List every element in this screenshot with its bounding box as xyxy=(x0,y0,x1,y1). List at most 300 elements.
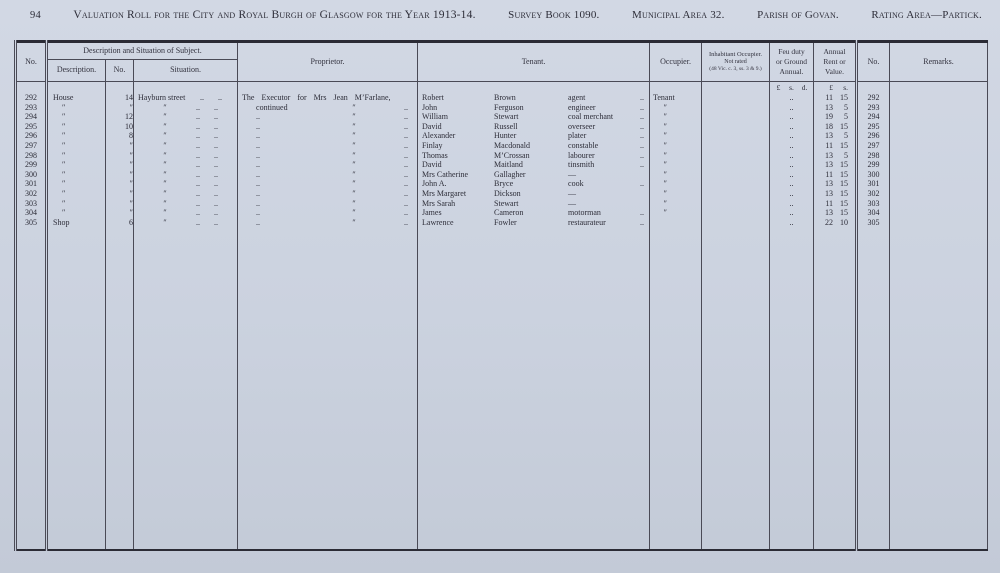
situation-text: ″ xyxy=(163,131,167,141)
cell: ″ xyxy=(106,141,134,151)
table-row xyxy=(16,199,988,209)
cell: 14 xyxy=(106,93,134,103)
cell xyxy=(890,122,988,132)
dots: .. xyxy=(214,112,218,122)
dots: .. xyxy=(640,112,645,122)
table-row xyxy=(16,122,988,132)
header-description: Description. xyxy=(47,60,106,82)
dots: .. xyxy=(218,93,222,102)
cell xyxy=(650,179,702,189)
rent-shillings: 5 xyxy=(844,150,849,160)
cell: 302 xyxy=(857,189,890,199)
dots: .. xyxy=(214,160,218,170)
cell: .. xyxy=(770,93,814,103)
municipal-area-label: Municipal Area 32. xyxy=(632,9,725,21)
tenant-forename: Mrs Margaret xyxy=(422,188,467,198)
cell xyxy=(814,93,857,103)
cell xyxy=(890,103,988,113)
dots: .. xyxy=(404,198,409,208)
cell xyxy=(238,179,418,189)
cell xyxy=(47,170,106,180)
tenant-occupation: — xyxy=(568,188,577,198)
cell xyxy=(16,227,47,550)
situation-text: ″ xyxy=(163,169,167,179)
tenant-forename: Thomas xyxy=(422,150,448,160)
rent-currency-labels: £ s. xyxy=(814,82,857,94)
tenant-forename: James xyxy=(422,208,442,218)
dots: .. xyxy=(196,121,200,131)
rent-pounds: 11 xyxy=(825,140,834,150)
parish-label: Parish of Govan. xyxy=(757,9,839,21)
situation-text: ″ xyxy=(163,198,167,208)
dots: .. xyxy=(196,112,200,122)
tenant-occupation: motorman xyxy=(568,208,601,218)
ditto-mark: ″ xyxy=(663,179,667,189)
header-proprietor: Proprietor. xyxy=(238,42,418,82)
cell xyxy=(702,122,770,132)
ditto-mark: ″ xyxy=(352,208,356,218)
tenant-occupation: cook xyxy=(568,179,584,189)
cell xyxy=(814,103,857,113)
ditto-mark: ″ xyxy=(663,140,667,150)
cell xyxy=(47,103,106,113)
rent-shillings: 10 xyxy=(840,217,849,227)
cell xyxy=(890,141,988,151)
cell xyxy=(650,112,702,122)
cell: 297 xyxy=(16,141,47,151)
table-row xyxy=(16,179,988,189)
cell xyxy=(890,218,988,228)
cell xyxy=(238,189,418,199)
situation-text: ″ xyxy=(163,179,167,189)
cell: 305 xyxy=(16,218,47,228)
dots: .. xyxy=(404,179,409,189)
cell xyxy=(418,93,650,103)
cell xyxy=(418,227,650,550)
tenant-occupation: overseer xyxy=(568,121,596,131)
cell: .. xyxy=(770,199,814,209)
ditto-mark: ″ xyxy=(352,217,356,227)
cell xyxy=(890,227,988,550)
ditto-mark: ″ xyxy=(62,121,66,131)
dots: .. xyxy=(196,131,200,141)
cell: 299 xyxy=(857,160,890,170)
tenant-surname: M’Crossan xyxy=(494,150,530,160)
dots: .. xyxy=(404,188,409,198)
cell: ″ xyxy=(106,151,134,161)
cell: 6 xyxy=(106,218,134,228)
tenant-forename: Finlay xyxy=(422,140,443,150)
cell xyxy=(134,93,238,103)
cell: ″ xyxy=(106,189,134,199)
table-row xyxy=(16,112,988,122)
dots: .. xyxy=(640,179,645,189)
cell: 296 xyxy=(857,131,890,141)
dots: .. xyxy=(196,198,200,208)
ditto-mark: ″ xyxy=(62,112,66,122)
cell xyxy=(134,227,238,550)
empty-filler-row xyxy=(16,227,988,550)
cell xyxy=(47,208,106,218)
proprietor-text: .. xyxy=(256,131,261,141)
cell xyxy=(418,151,650,161)
cell: 293 xyxy=(16,103,47,113)
ditto-mark: ″ xyxy=(663,169,667,179)
cell xyxy=(134,199,238,209)
dots: .. xyxy=(640,160,645,170)
ditto-mark: ″ xyxy=(62,131,66,141)
dots: .. xyxy=(214,208,218,218)
cell: 295 xyxy=(857,122,890,132)
cell: .. xyxy=(770,160,814,170)
dots: .. xyxy=(404,131,409,141)
cell xyxy=(238,170,418,180)
cell xyxy=(890,93,988,103)
description-text: Shop xyxy=(53,217,70,227)
situation-text: ″ xyxy=(163,112,167,122)
dots: .. xyxy=(214,217,218,227)
cell xyxy=(47,160,106,170)
proprietor-text: .. xyxy=(256,179,261,189)
cell: .. xyxy=(770,122,814,132)
cell xyxy=(702,218,770,228)
cell xyxy=(134,218,238,228)
dots: .. xyxy=(214,179,218,189)
dots: .. xyxy=(640,150,645,160)
rent-shillings: 15 xyxy=(840,169,849,179)
cell: 12 xyxy=(106,112,134,122)
dots: .. xyxy=(404,217,409,227)
tenant-occupation: constable xyxy=(568,140,599,150)
tenant-surname: Hunter xyxy=(494,131,517,141)
tenant-occupation: labourer xyxy=(568,150,595,160)
ditto-mark: ″ xyxy=(62,188,66,198)
cell xyxy=(418,179,650,189)
cell xyxy=(418,199,650,209)
ditto-mark: ″ xyxy=(62,140,66,150)
cell xyxy=(47,151,106,161)
dots: .. xyxy=(404,160,409,170)
table-row xyxy=(16,189,988,199)
cell: 294 xyxy=(16,112,47,122)
cell xyxy=(650,189,702,199)
cell: .. xyxy=(770,170,814,180)
cell xyxy=(814,208,857,218)
cell: ″ xyxy=(106,170,134,180)
dots: .. xyxy=(404,150,409,160)
ditto-mark: ″ xyxy=(62,198,66,208)
cell xyxy=(47,179,106,189)
table-row xyxy=(16,160,988,170)
cell xyxy=(238,227,418,550)
cell xyxy=(857,227,890,550)
cell xyxy=(814,218,857,228)
rent-shillings: 15 xyxy=(840,140,849,150)
rent-pounds: 19 xyxy=(825,112,834,122)
rent-shillings: 15 xyxy=(840,188,849,198)
dots: .. xyxy=(214,121,218,131)
table-body xyxy=(16,82,988,551)
cell xyxy=(238,199,418,209)
cell xyxy=(134,103,238,113)
tenant-occupation: — xyxy=(568,169,577,179)
cell: .. xyxy=(770,112,814,122)
dots: .. xyxy=(404,208,409,218)
header-inhabitant-line1: Inhabitant Occupier. xyxy=(708,51,763,59)
cell xyxy=(814,199,857,209)
cell xyxy=(47,112,106,122)
cell: .. xyxy=(770,151,814,161)
ditto-mark: ″ xyxy=(352,112,356,122)
cell: 303 xyxy=(16,199,47,209)
rent-pounds: 11 xyxy=(825,198,834,208)
cell xyxy=(702,103,770,113)
header-no-left: No. xyxy=(16,42,47,82)
tenant-surname: Stewart xyxy=(494,112,519,122)
ditto-mark: ″ xyxy=(62,169,66,179)
cell xyxy=(650,160,702,170)
cell: 8 xyxy=(106,131,134,141)
tenant-occupation: coal merchant xyxy=(568,112,614,122)
rent-shillings: 5 xyxy=(844,112,849,122)
cell xyxy=(814,189,857,199)
cell: 294 xyxy=(857,112,890,122)
cell: 301 xyxy=(857,179,890,189)
cell xyxy=(890,208,988,218)
cell: 302 xyxy=(16,189,47,199)
tenant-forename: John A. xyxy=(422,179,447,189)
tenant-surname: Dickson xyxy=(494,188,521,198)
ditto-mark: ″ xyxy=(62,102,66,112)
cell xyxy=(418,189,650,199)
cell xyxy=(814,179,857,189)
rent-pounds: 13 xyxy=(825,150,834,160)
cell: ″ xyxy=(106,103,134,113)
tenant-surname: Gallagher xyxy=(494,169,526,179)
header-occupier: Occupier. xyxy=(650,42,702,82)
cell: 299 xyxy=(16,160,47,170)
rent-pounds: 18 xyxy=(825,121,834,131)
ditto-mark: ″ xyxy=(352,160,356,170)
cell xyxy=(702,170,770,180)
cell: 300 xyxy=(857,170,890,180)
cell xyxy=(890,189,988,199)
ditto-mark: ″ xyxy=(62,160,66,170)
cell xyxy=(814,151,857,161)
cell xyxy=(418,170,650,180)
rent-pounds: 13 xyxy=(825,131,834,141)
ditto-mark: ″ xyxy=(663,131,667,141)
header-group-description-situation: Description and Situation of Subject. xyxy=(47,42,238,60)
tenant-forename: John xyxy=(422,102,438,112)
table-row xyxy=(16,131,988,141)
ditto-mark: ″ xyxy=(663,112,667,122)
tenant-surname: Bryce xyxy=(494,179,514,189)
cell xyxy=(890,112,988,122)
dots: .. xyxy=(640,208,645,218)
cell xyxy=(238,112,418,122)
cell: 297 xyxy=(857,141,890,151)
cell xyxy=(47,122,106,132)
cell xyxy=(814,112,857,122)
proprietor-text: .. xyxy=(256,217,261,227)
header-inhabitant-line2: Not rated xyxy=(724,59,747,66)
header-inhabitant-line3: (48 Vic. c. 3, ss. 3 & 9.) xyxy=(709,66,762,73)
cell xyxy=(134,160,238,170)
dots: .. xyxy=(404,169,409,179)
dots: .. xyxy=(200,93,204,102)
ditto-mark: ″ xyxy=(62,179,66,189)
cell: 295 xyxy=(16,122,47,132)
cell: ″ xyxy=(106,179,134,189)
dots: .. xyxy=(196,217,200,227)
dots: .. xyxy=(404,112,409,122)
cell xyxy=(890,131,988,141)
cell xyxy=(238,103,418,113)
header-street-no: No. xyxy=(106,60,134,82)
dots: .. xyxy=(404,121,409,131)
cell: 10 xyxy=(106,122,134,132)
cell xyxy=(418,141,650,151)
tenant-surname: Russell xyxy=(494,121,518,131)
dots: .. xyxy=(214,188,218,198)
tenant-surname: Brown xyxy=(494,93,516,102)
cell xyxy=(650,103,702,113)
currency-header-row xyxy=(16,82,988,94)
cell: 298 xyxy=(16,151,47,161)
cell: .. xyxy=(770,179,814,189)
cell xyxy=(47,189,106,199)
table-row xyxy=(16,93,988,103)
tenant-occupation: tinsmith xyxy=(568,160,595,170)
rent-pounds: 13 xyxy=(825,188,834,198)
page-number: 94 xyxy=(30,10,41,21)
cell xyxy=(890,179,988,189)
cell xyxy=(702,199,770,209)
cell xyxy=(650,199,702,209)
header-feu-duty: Feu duty or Ground Annual. xyxy=(770,42,814,82)
dots: .. xyxy=(214,150,218,160)
header-inhabitant-occupier xyxy=(702,42,770,82)
situation-text: Hayburn street xyxy=(138,93,186,102)
proprietor-text: .. xyxy=(256,140,261,150)
cell xyxy=(702,189,770,199)
table-row xyxy=(16,218,988,228)
header-annual-rent: Annual Rent or Value. xyxy=(814,42,857,82)
tenant-forename: Mrs Catherine xyxy=(422,169,469,179)
dots: .. xyxy=(640,102,645,112)
tenant-surname: Fowler xyxy=(494,217,517,227)
ditto-mark: ″ xyxy=(663,198,667,208)
cell xyxy=(702,112,770,122)
tenant-forename: David xyxy=(422,121,442,131)
cell xyxy=(418,122,650,132)
ditto-mark: ″ xyxy=(352,102,356,112)
cell xyxy=(702,151,770,161)
cell xyxy=(650,93,702,103)
cell: 292 xyxy=(16,93,47,103)
cell: ″ xyxy=(106,199,134,209)
cell xyxy=(238,93,418,103)
ditto-mark: ″ xyxy=(352,150,356,160)
tenant-forename: Alexander xyxy=(422,131,456,141)
cell xyxy=(814,141,857,151)
cell xyxy=(650,151,702,161)
cell xyxy=(890,199,988,209)
tenant-occupation: plater xyxy=(568,131,587,141)
cell xyxy=(134,208,238,218)
cell: 293 xyxy=(857,103,890,113)
description-text: House xyxy=(53,93,74,102)
proprietor-text: .. xyxy=(256,169,261,179)
rent-pounds: 13 xyxy=(825,160,834,170)
proprietor-text: .. xyxy=(256,208,261,218)
cell: .. xyxy=(770,103,814,113)
dots: .. xyxy=(196,150,200,160)
situation-text: ″ xyxy=(163,188,167,198)
table-row xyxy=(16,141,988,151)
cell xyxy=(418,218,650,228)
tenant-occupation: — xyxy=(568,198,577,208)
cell xyxy=(238,160,418,170)
ditto-mark: ″ xyxy=(352,198,356,208)
cell: 298 xyxy=(857,151,890,161)
table-row xyxy=(16,103,988,113)
dots: .. xyxy=(196,102,200,112)
cell xyxy=(238,151,418,161)
proprietor-text: .. xyxy=(256,112,261,122)
cell: 300 xyxy=(16,170,47,180)
cell xyxy=(47,131,106,141)
tenant-surname: Stewart xyxy=(494,198,519,208)
cell xyxy=(650,131,702,141)
rent-shillings: 5 xyxy=(844,131,849,141)
cell xyxy=(238,131,418,141)
cell: .. xyxy=(770,141,814,151)
dots: .. xyxy=(196,160,200,170)
document-title: Valuation Roll for the City and Royal Burgh of Glasgow for the Year 1913-14. xyxy=(73,9,476,21)
cell xyxy=(702,208,770,218)
ditto-mark: ″ xyxy=(352,131,356,141)
cell xyxy=(702,93,770,103)
situation-text: ″ xyxy=(163,102,167,112)
cell xyxy=(134,131,238,141)
dots: .. xyxy=(640,140,645,150)
dots: .. xyxy=(214,198,218,208)
cell: 304 xyxy=(16,208,47,218)
cell xyxy=(134,112,238,122)
rent-shillings: 5 xyxy=(844,102,849,112)
dots: .. xyxy=(214,140,218,150)
cell xyxy=(650,122,702,132)
rent-pounds: 13 xyxy=(825,179,834,189)
ditto-mark: ″ xyxy=(352,121,356,131)
rating-area-label: Rating Area—Partick. xyxy=(871,9,982,21)
cell: ″ xyxy=(106,160,134,170)
cell xyxy=(418,131,650,141)
proprietor-text: .. xyxy=(256,160,261,170)
cell xyxy=(134,151,238,161)
proprietor-text: .. xyxy=(256,121,261,131)
cell xyxy=(770,227,814,550)
dots: .. xyxy=(196,169,200,179)
cell xyxy=(814,160,857,170)
tenant-surname: Cameron xyxy=(494,208,524,218)
ditto-mark: ″ xyxy=(352,179,356,189)
cell xyxy=(418,160,650,170)
rent-pounds: 11 xyxy=(825,93,834,102)
tenant-forename: William xyxy=(422,112,448,122)
